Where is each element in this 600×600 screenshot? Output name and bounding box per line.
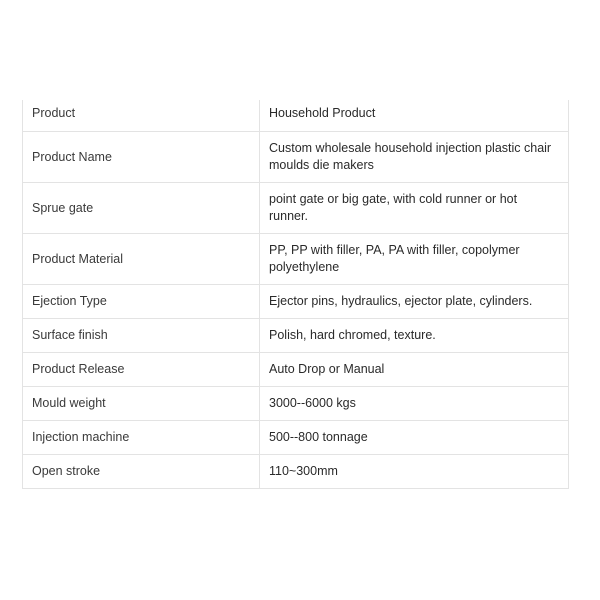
table-row [23,387,569,421]
spec-value: Household Product [260,100,569,132]
table-row [23,421,569,455]
spec-value: Polish, hard chromed, texture. [260,319,569,353]
spec-label: Mould weight [23,387,260,421]
table-row [23,132,569,183]
spec-label: Product Name [23,132,260,183]
table-row [23,455,569,489]
table-row [23,285,569,319]
spec-label: Product [23,100,260,132]
spec-value: Custom wholesale household injection plastic chair moulds die makers [260,132,569,183]
table-row [23,234,569,285]
spec-label: Injection machine [23,421,260,455]
spec-value: PP, PP with filler, PA, PA with filler, copolymer polyethylene [260,234,569,285]
spec-label: Surface finish [23,319,260,353]
spec-value: 3000--6000 kgs [260,387,569,421]
product-spec-table [22,100,569,489]
spec-label: Open stroke [23,455,260,489]
spec-value: point gate or big gate, with cold runner or hot runner. [260,183,569,234]
spec-label: Product Material [23,234,260,285]
spec-label: Ejection Type [23,285,260,319]
spec-label: Sprue gate [23,183,260,234]
spec-value: 110~300mm [260,455,569,489]
spec-value: Auto Drop or Manual [260,353,569,387]
table-row [23,353,569,387]
spec-value: 500--800 tonnage [260,421,569,455]
table-row [23,319,569,353]
table-row [23,183,569,234]
spec-value: Ejector pins, hydraulics, ejector plate, cylinders. [260,285,569,319]
table-row [23,100,569,132]
spec-label: Product Release [23,353,260,387]
